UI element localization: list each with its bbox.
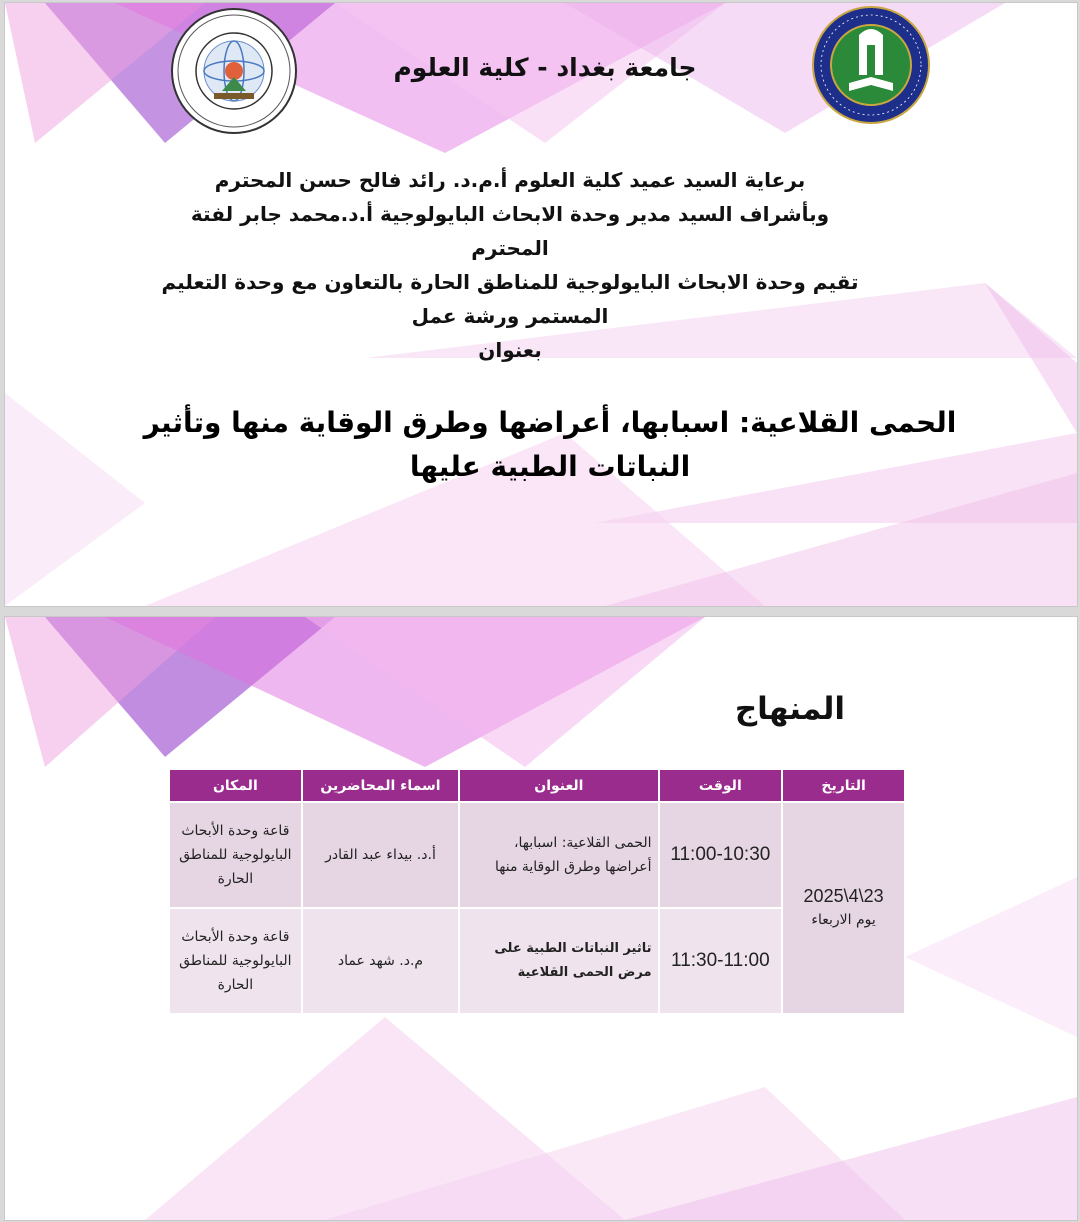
schedule-table xyxy=(168,768,906,1015)
table-header-row xyxy=(169,769,905,802)
lecturer-cell: أ.د. بيداء عبد القادر xyxy=(302,802,460,908)
column-header-time: الوقت xyxy=(659,769,783,802)
patron-line: بعنوان xyxy=(478,338,542,362)
patron-line: تقيم وحدة الابحاث البايولوجية للمناطق الحارة بالتعاون مع وحدة التعليم xyxy=(161,270,859,294)
column-header-place: المكان xyxy=(169,769,302,802)
talk-title-cell: الحمى القلاعية: اسبابها، أعراضها وطرق الوقاية منها xyxy=(459,802,658,908)
patron-line: برعاية السيد عميد كلية العلوم أ.م.د. رائد فالح حسن المحترم xyxy=(214,168,806,192)
patronage-text xyxy=(155,163,865,367)
slide-1 xyxy=(4,2,1078,607)
date-cell xyxy=(782,802,905,1014)
table-row xyxy=(169,802,905,908)
date-value: 2025\4\23 xyxy=(803,886,884,906)
patron-line: وبأشراف السيد مدير وحدة الابحاث البايولوجية أ.د.محمد جابر لفتة المحترم xyxy=(190,202,830,260)
column-header-lecturers: اسماء المحاضرين xyxy=(302,769,460,802)
column-header-title: العنوان xyxy=(459,769,658,802)
place-cell: قاعة وحدة الأبحاث البايولوجية للمناطق الحارة xyxy=(169,908,302,1014)
university-of-baghdad-emblem-icon xyxy=(811,5,931,125)
talk-title-cell: تاثير النباتات الطبية على مرض الحمى القلاعية xyxy=(459,908,658,1014)
workshop-title: الحمى القلاعية: اسبابها، أعراضها وطرق الوقاية منها وتأثير النباتات الطبية عليها xyxy=(143,406,957,483)
lecturer-cell: م.د. شهد عماد xyxy=(302,908,460,1014)
place-cell: قاعة وحدة الأبحاث البايولوجية للمناطق الحارة xyxy=(169,802,302,908)
column-header-date: التاريخ xyxy=(782,769,905,802)
slide-2 xyxy=(4,616,1078,1221)
college-of-science-emblem-icon xyxy=(170,7,298,135)
college-of-science-logo xyxy=(170,7,298,135)
time-cell: 11:00-10:30 xyxy=(659,802,783,908)
university-title: جامعة بغداد - كلية العلوم xyxy=(393,53,697,82)
university-of-baghdad-logo xyxy=(811,5,931,125)
patron-line: المستمر ورشة عمل xyxy=(411,304,609,328)
program-heading: المنهاج xyxy=(734,691,845,727)
time-cell: 11:30-11:00 xyxy=(659,908,783,1014)
day-value: يوم الاربعاء xyxy=(811,912,876,928)
